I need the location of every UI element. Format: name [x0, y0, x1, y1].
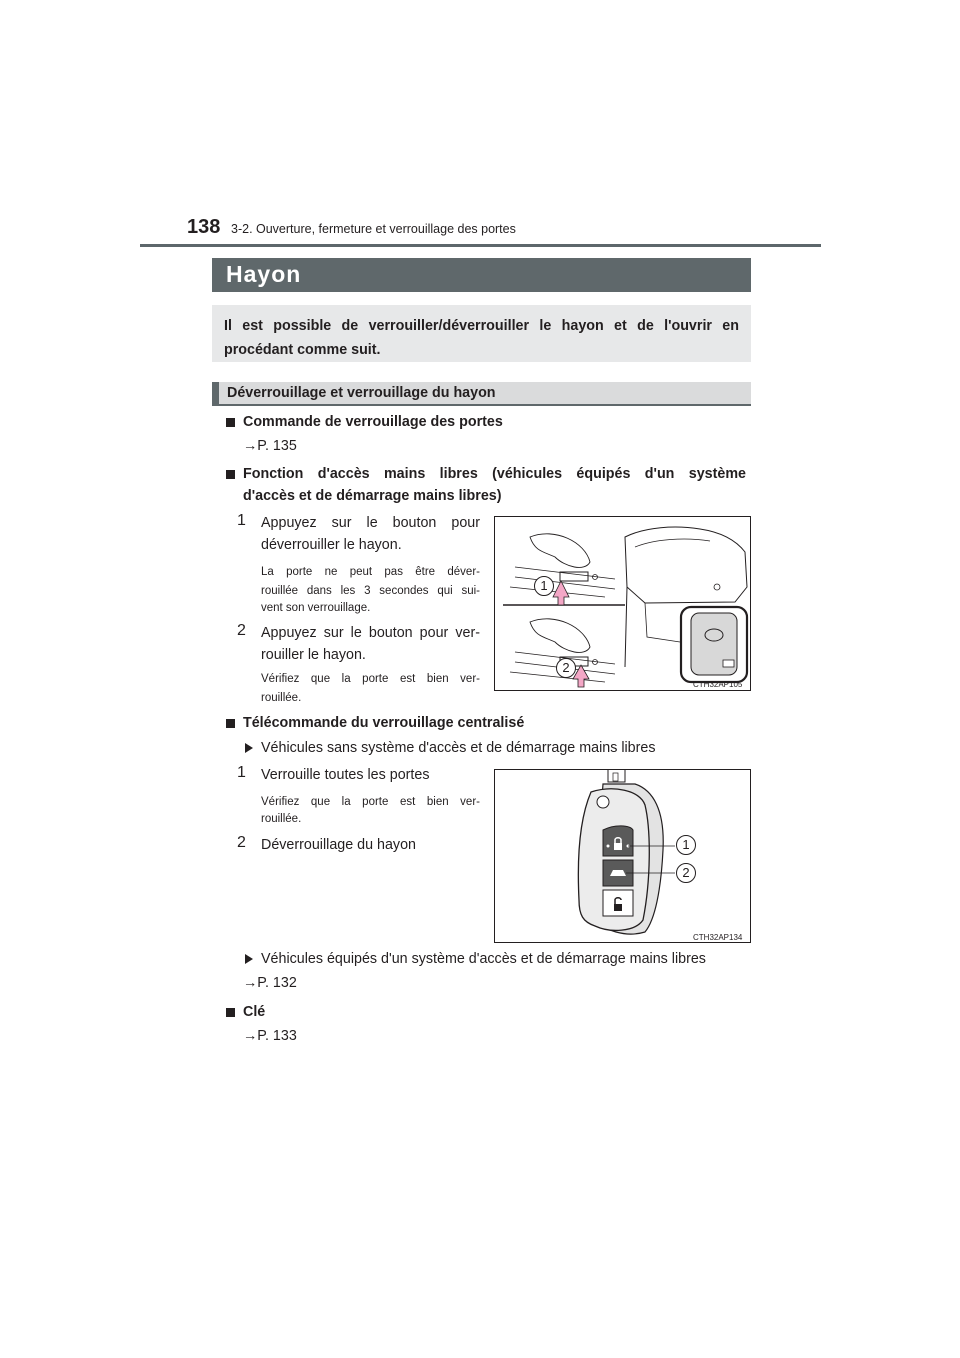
triangle-bullet-icon [245, 954, 253, 964]
smart-step1-note-l3: vent son verrouillage. [261, 602, 371, 614]
callout-2: 2 [682, 865, 690, 880]
remote-key-illustration [495, 770, 750, 942]
figure-code: CTH32AP105 [693, 680, 743, 689]
callout-2: 2 [562, 660, 570, 675]
remote-step1-note-l2: rouillée. [261, 813, 302, 825]
smart-step1-line1: Appuyez sur le bouton pour [261, 515, 480, 531]
remote-key-figure [494, 769, 751, 943]
intro-box: Il est possible de verrouiller/déverrouiller le hayon et de l'ouvrir en procédant comme suit. [212, 305, 751, 362]
remote-heading: Télécommande du verrouillage centralisé [243, 715, 525, 731]
smart-step1-line2: déverrouiller le hayon. [261, 537, 402, 553]
smart-step2-note-l2: rouillée. [261, 692, 302, 704]
right-arrow-icon: → [243, 1028, 258, 1044]
square-bullet-icon [226, 470, 235, 479]
triangle-bullet-icon [245, 743, 253, 753]
section-reference: 3-2. Ouverture, fermeture et verrouillage des portes [231, 222, 516, 236]
right-arrow-icon: → [243, 438, 258, 454]
page-number: 138 [187, 216, 221, 238]
remote-step1-note-l1: Vérifiez que la porte est bien ver- [261, 796, 480, 808]
figure-code: CTH32AP134 [693, 933, 743, 942]
right-arrow-icon: → [243, 975, 258, 991]
step-number: 1 [237, 764, 246, 781]
door-lock-ref: →P. 135 [243, 438, 297, 454]
page-title: Hayon [226, 261, 302, 287]
square-bullet-icon [226, 719, 235, 728]
header-rule [140, 244, 821, 247]
press-arrow-icon [553, 581, 569, 605]
remote-step1-text: Verrouille toutes les portes [261, 767, 430, 783]
door-lock-heading: Commande de verrouillage des portes [243, 414, 503, 430]
remote-sub2-ref: →P. 132 [243, 975, 297, 991]
tailgate-illustration [495, 517, 750, 690]
subheading: Déverrouillage et verrouillage du hayon [227, 385, 496, 401]
smart-heading-line2: d'accès et de démarrage mains libres) [243, 488, 502, 504]
callout-1: 1 [540, 578, 548, 593]
smart-step2-line1: Appuyez sur le bouton pour ver- [261, 625, 480, 641]
smart-step2-note-l1: Vérifiez que la porte est bien ver- [261, 673, 480, 685]
smart-heading-line1: Fonction d'accès mains libres (véhicules équipés d'un système [243, 466, 746, 482]
tailgate-button-figure [494, 516, 751, 691]
smart-step2-line2: rouiller le hayon. [261, 647, 366, 663]
remote-sub2: Véhicules équipés d'un système d'accès et de démarrage mains libres [261, 951, 706, 967]
title-bar [212, 258, 751, 292]
smart-step1-note-l2: rouillée dans les 3 secondes qui sui- [261, 585, 480, 597]
remote-step2-text: Déverrouillage du hayon [261, 837, 416, 853]
key-heading: Clé [243, 1004, 266, 1020]
step-number: 2 [237, 622, 246, 639]
callout-1: 1 [682, 837, 690, 852]
subheading-bar [212, 382, 751, 406]
smart-step1-note-l1: La porte ne peut pas être déver- [261, 566, 480, 578]
step-number: 1 [237, 512, 246, 529]
key-ref: →P. 133 [243, 1028, 297, 1044]
square-bullet-icon [226, 1008, 235, 1017]
remote-sub1: Véhicules sans système d'accès et de démarrage mains libres [261, 740, 656, 756]
square-bullet-icon [226, 418, 235, 427]
step-number: 2 [237, 834, 246, 851]
